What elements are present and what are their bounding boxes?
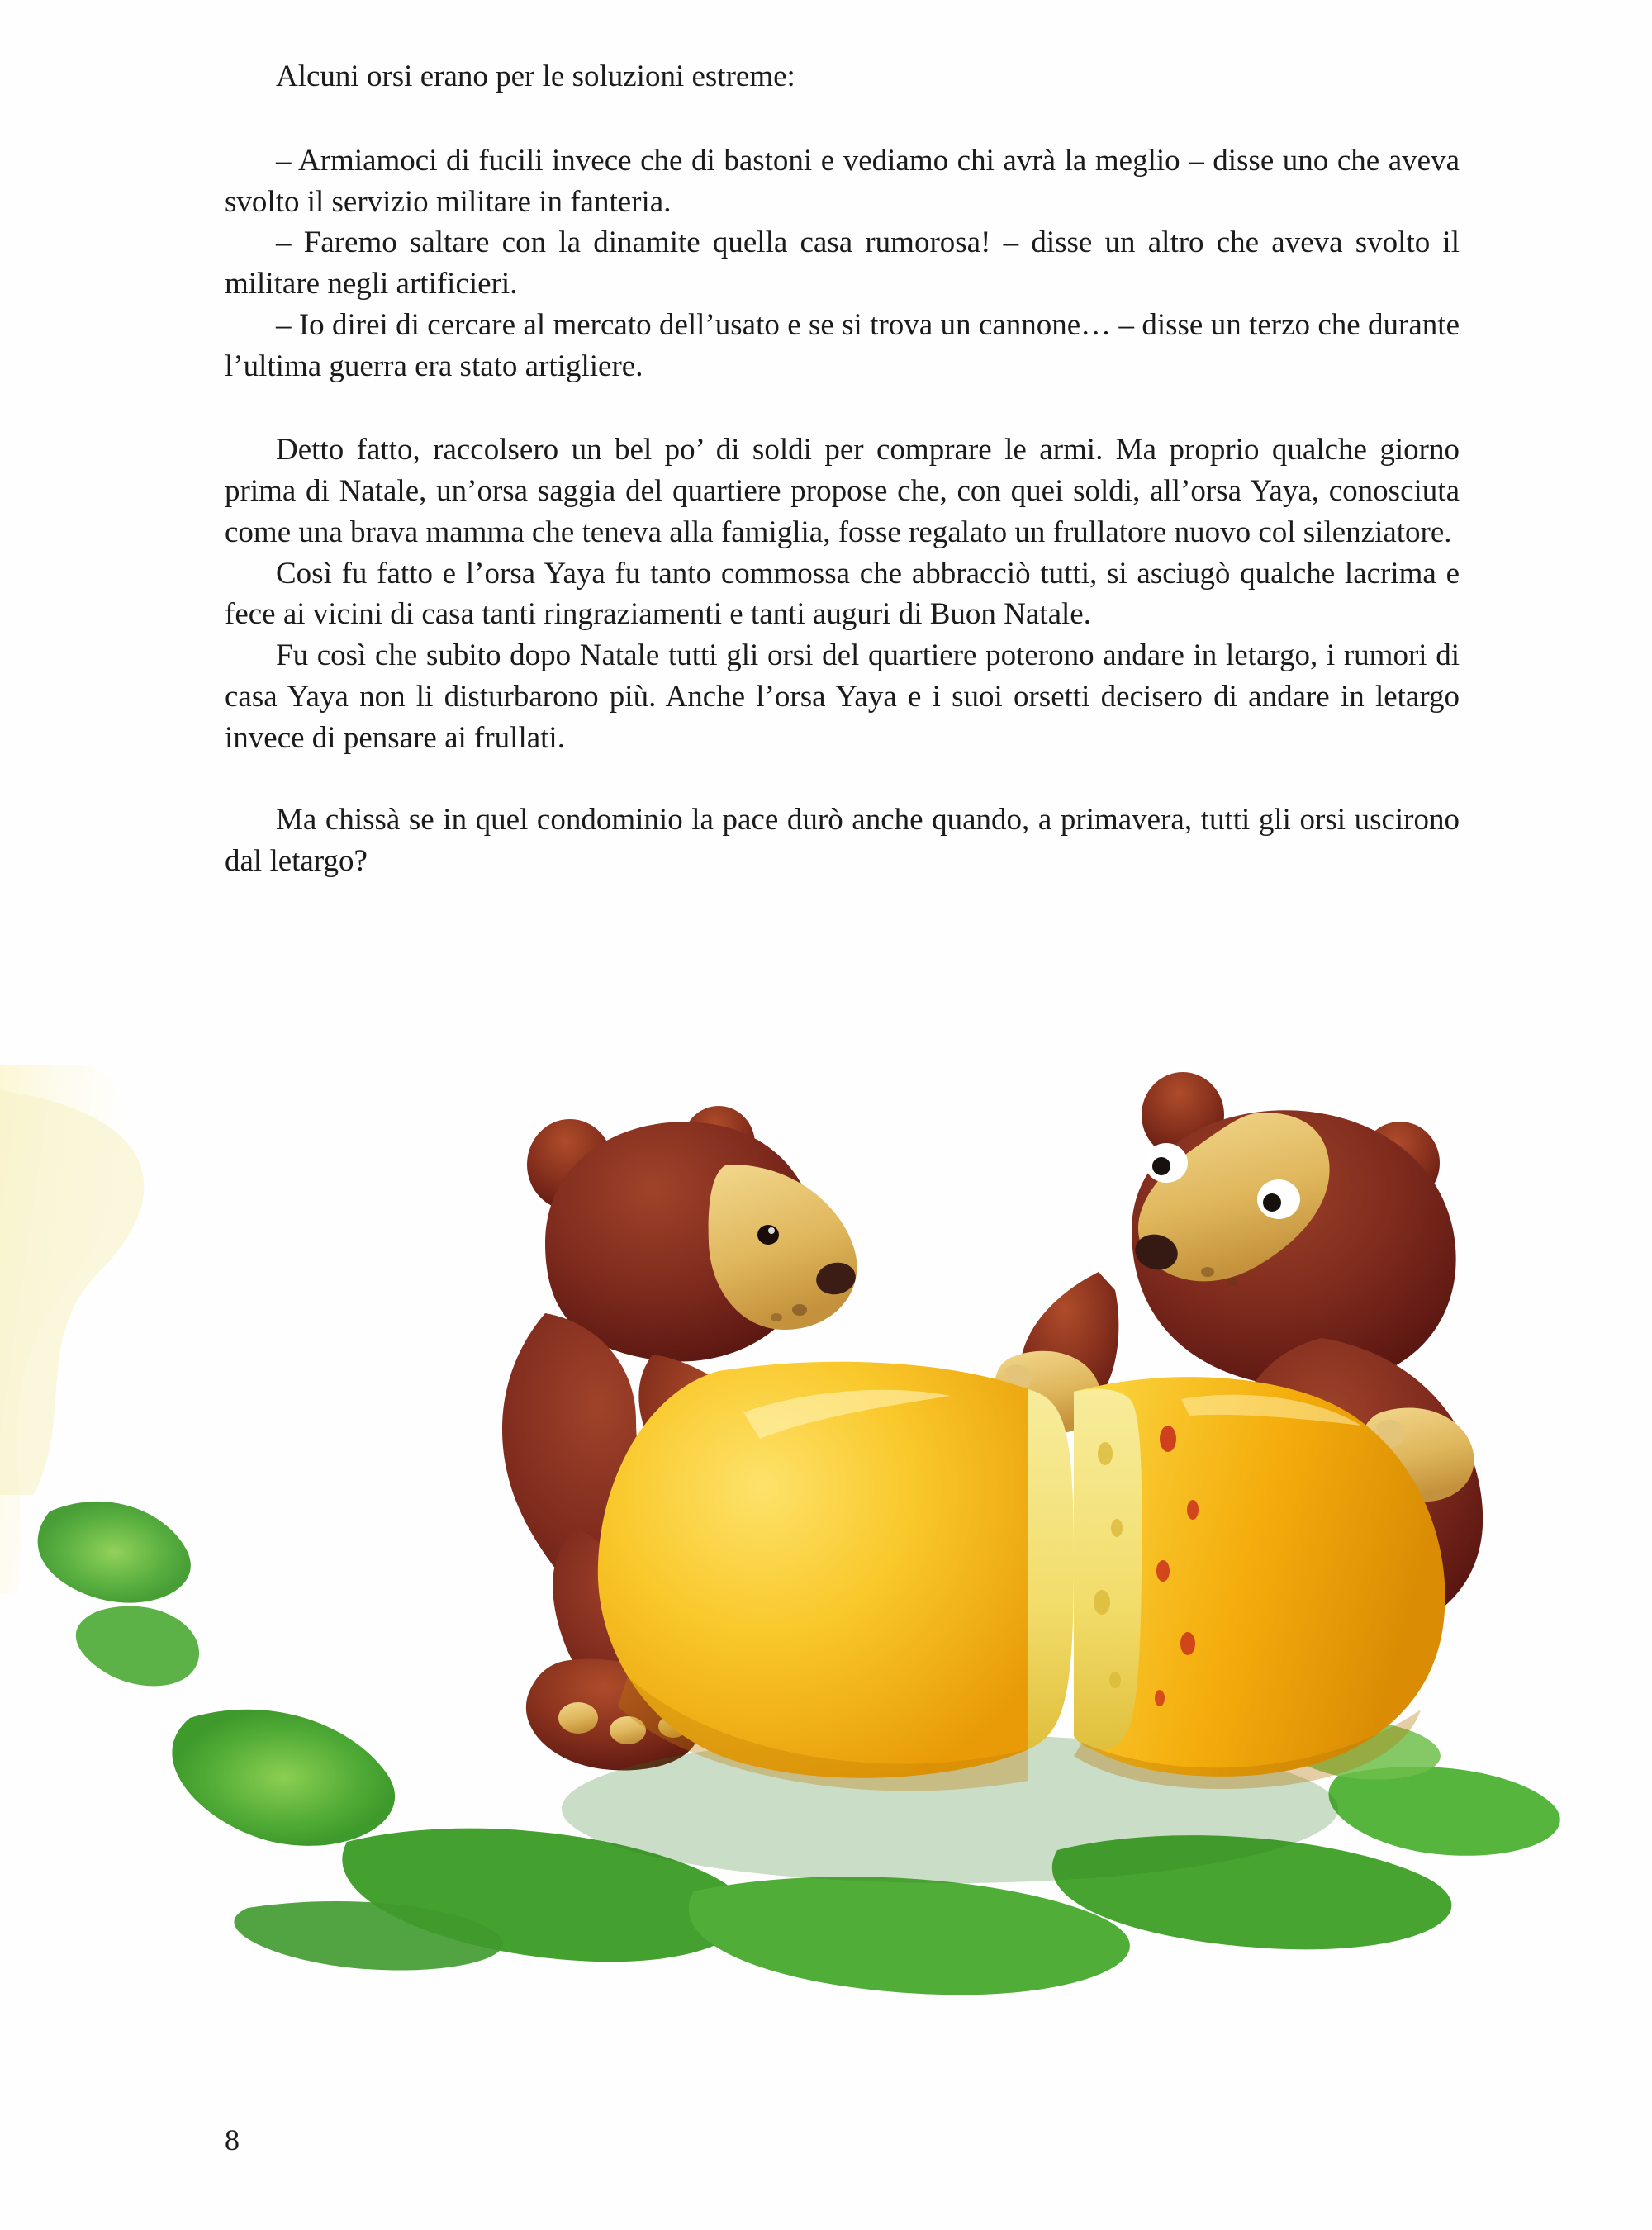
spacer (225, 97, 1460, 140)
text-column (225, 56, 1460, 882)
paragraph: – Faremo saltare con la dinamite quella casa rumorosa! – disse un altro che aveva svolto il militare negli artificieri. (225, 225, 1460, 301)
paragraph: Detto fatto, raccolsero un bel po’ di soldi per comprare le armi. Ma proprio qualche giorno prima di Natale, un’orsa saggia del quartiere propose che, con quei soldi, all’orsa Yaya, conosciuta come una brava mamma che teneva alla famiglia, fosse regalato un frullatore nuovo col silenziatore. (225, 433, 1460, 549)
paragraph: – Io direi di cercare al mercato dell’usato e se si trova un cannone… – disse un terzo che durante l’ultima guerra era stato artigliere. (225, 307, 1460, 383)
illustration (0, 1065, 1652, 2081)
page-number: 8 (225, 2123, 240, 2156)
cheese-wheel (562, 1362, 1446, 1883)
paragraph: – Armiamoci di fucili invece che di bastoni e vediamo chi avrà la meglio – disse uno che aveva svolto il servizio militare in fanteria. (225, 143, 1460, 219)
spacer (225, 758, 1460, 799)
paragraph: Fu così che subito dopo Natale tutti gli orsi del quartiere poterono andare in letargo, i rumori di casa Yaya non li disturbarono più. Anche l’orsa Yaya e i suoi orsetti decisero di andare in letargo invece di pensare ai frullati. (225, 638, 1460, 755)
paragraph: Alcuni orsi erano per le soluzioni estreme: (276, 59, 795, 93)
spacer (225, 387, 1460, 429)
paragraph: Così fu fatto e l’orsa Yaya fu tanto commossa che abbracciò tutti, si asciugò qualche lacrima e fece ai vicini di casa tanti ringraziamenti e tanti auguri di Buon Natale. (225, 556, 1460, 632)
paragraph: Ma chissà se in quel condominio la pace durò anche quando, a primavera, tutti gli orsi uscirono dal letargo? (225, 803, 1460, 878)
